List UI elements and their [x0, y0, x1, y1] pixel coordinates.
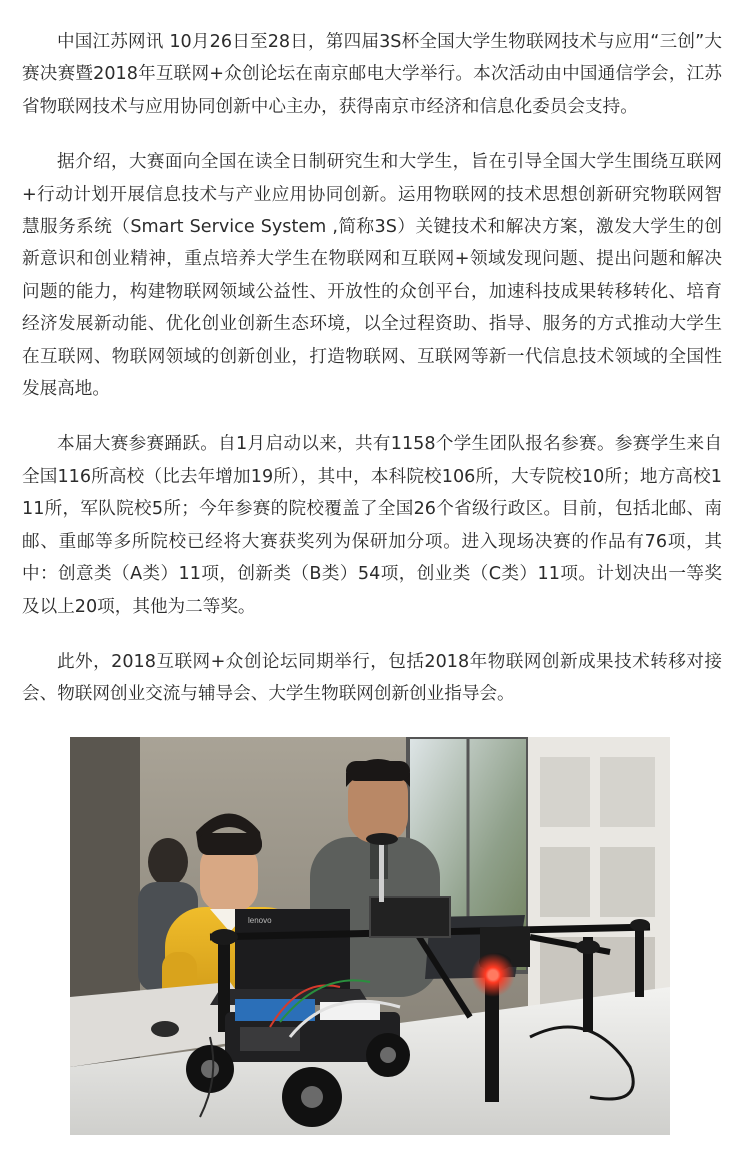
article-body	[22, 26, 722, 734]
article-paragraph-2: 据介绍，大赛面向全国在读全日制研究生和大学生，旨在引导全国大学生围绕互联网+行动计划开展信息技术与产业应用协同创新。运用物联网的技术思想创新研究物联网智慧服务系统（Smart Service System ,简称3S）关键技术和解决方案，激发大学生的创新意识和创业精神，重点培养大学生在物联网和互联网+领域发现问题、提出问题和解决问题的能力，构建物联网领域公益性、开放性的众创平台，加速科技成果转移转化、培育经济发展新动能、优化创业创新生态环境，以全过程资助、指导、服务的方式推动大学生在互联网、物联网领域的创新创业，打造物联网、互联网等新一代信息技术领域的全国性发展高地。	[22, 152, 722, 400]
event-photo	[70, 737, 670, 1135]
article-paragraph-1: 中国江苏网讯 10月26日至28日，第四届3S杯全国大学生物联网技术与应用“三创”大赛决赛暨2018年互联网+众创论坛在南京邮电大学举行。本次活动由中国通信学会，江苏省物联网技术与应用协同创新中心主办，获得南京市经济和信息化委员会支持。	[22, 32, 722, 117]
laptop-brand: lenovo	[248, 916, 272, 925]
article-paragraph-4: 此外，2018互联网+众创论坛同期举行，包括2018年物联网创新成果技术转移对接会、物联网创业交流与辅导会、大学生物联网创新创业指导会。	[22, 651, 722, 705]
article-paragraph-3: 本届大赛参赛踊跃。自1月启动以来，共有1158个学生团队报名参赛。参赛学生来自全国116所高校（比去年增加19所），其中，本科院校106所，大专院校10所；地方高校111所，军队院校5所；今年参赛的院校覆盖了全国26个省级行政区。目前，包括北邮、南邮、重邮等多所院校已经将大赛获奖列为保研加分项。进入现场决赛的作品有76项，其中：创意类（A类）11项，创新类（B类）54项，创业类（C类）11项。计划决出一等奖及以上20项，其他为二等奖。	[22, 434, 722, 617]
event-photo-illustration	[70, 737, 670, 1135]
